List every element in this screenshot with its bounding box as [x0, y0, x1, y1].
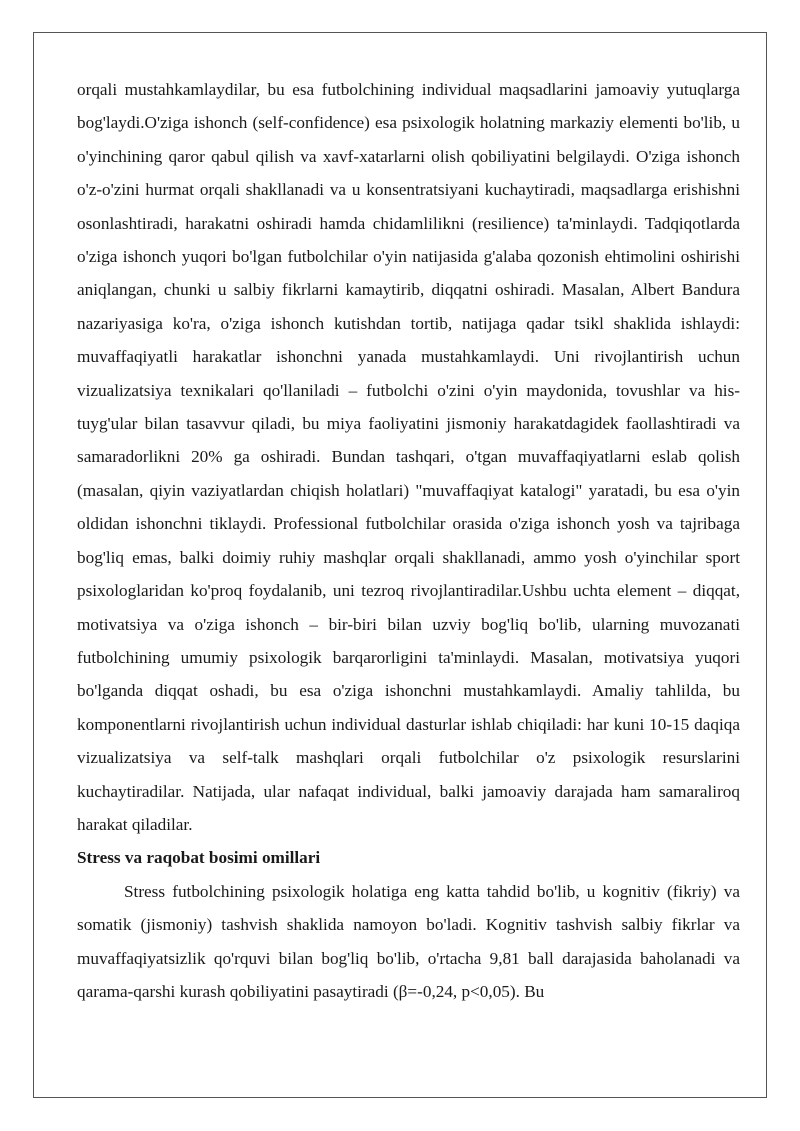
- body-paragraph: orqali mustahkamlaydilar, bu esa futbolchining individual maqsadlarini jamoaviy yutuqlarga bog'laydi.O'ziga ishonch (self-confidence) esa psixologik holatning markaziy elementi bo'lib, u o'yinchining qaror qabul qilish va xavf-xatarlarni olish qobiliyatini belgilaydi. O'ziga ishonch o'z-o'zini hurmat orqali shakllanadi va u konsentratsiyani kuchaytiradi, maqsadlarga erishishni osonlashtiradi, harakatni oshiradi hamda chidamlilikni (resilience) ta'minlaydi. Tadqiqotlarda o'ziga ishonch yuqori bo'lgan futbolchilar o'yin natijasida g'alaba qozonish ehtimolini oshirishi aniqlangan, chunki u salbiy fikrlarni kamaytirib, diqqatni oshiradi. Masalan, Albert Bandura nazariyasiga ko'ra, o'ziga ishonch kutishdan tortib, natijaga qadar tsikl shaklida ishlaydi: muvaffaqiyatli harakatlar ishonchni yanada mustahkamlaydi. Uni rivojlantirish uchun vizualizatsiya texnikalari qo'llaniladi – futbolchi o'zini o'yin maydonida, tovushlar va his-tuyg'ular bilan tasavvur qiladi, bu miya faoliyatini jismoniy harakatdagidek faollashtiradi va samaradorlikni 20% ga oshiradi. Bundan tashqari, o'tgan muvaffaqiyatlarni eslab qolish (masalan, qiyin vaziyatlardan chiqish holatlari) "muvaffaqiyat katalogi" yaratadi, bu esa o'yin oldidan ishonchni tiklaydi. Professional futbolchilar orasida o'ziga ishonch yosh va tajribaga bog'liq emas, balki doimiy ruhiy mashqlar orqali shakllanadi, ammo yosh o'yinchilar sport psixologlaridan ko'proq foydalanib, uni tezroq rivojlantiradilar.Ushbu uchta element – diqqat, motivatsiya va o'ziga ishonch – bir-biri bilan uzviy bog'liq bo'lib, ularning muvozanati futbolchining umumiy psixologik barqarorligini ta'minlaydi. Masalan, motivatsiya yuqori bo'lganda diqqat oshadi, bu esa o'ziga ishonchni mustahkamlaydi. Amaliy tahlilda, bu komponentlarni rivojlantirish uchun individual dasturlar ishlab chiqiladi: har kuni 10-15 daqiqa vizualizatsiya va self-talk mashqlari orqali futbolchilar o'z psixologik resurslarini kuchaytiradilar. Natijada, ular nafaqat individual, balki jamoaviy darajada ham samaraliroq harakat qiladilar.: [77, 80, 740, 834]
- section-heading: Stress va raqobat bosimi omillari: [77, 848, 321, 868]
- document-body: [77, 73, 740, 1008]
- body-paragraph: Stress futbolchining psixologik holatiga eng katta tahdid bo'lib, u kognitiv (fikriy) va somatik (jismoniy) tashvish shaklida namoyon bo'ladi. Kognitiv tashvish salbiy fikrlar va muvaffaqiyatsizlik qo'rquvi bilan bog'liq bo'lib, o'rtacha 9,81 ball darajasida baholanadi va qarama-qarshi kurash qobiliyatini pasaytiradi (β=-0,24, p<0,05). Bu: [77, 881, 740, 1001]
